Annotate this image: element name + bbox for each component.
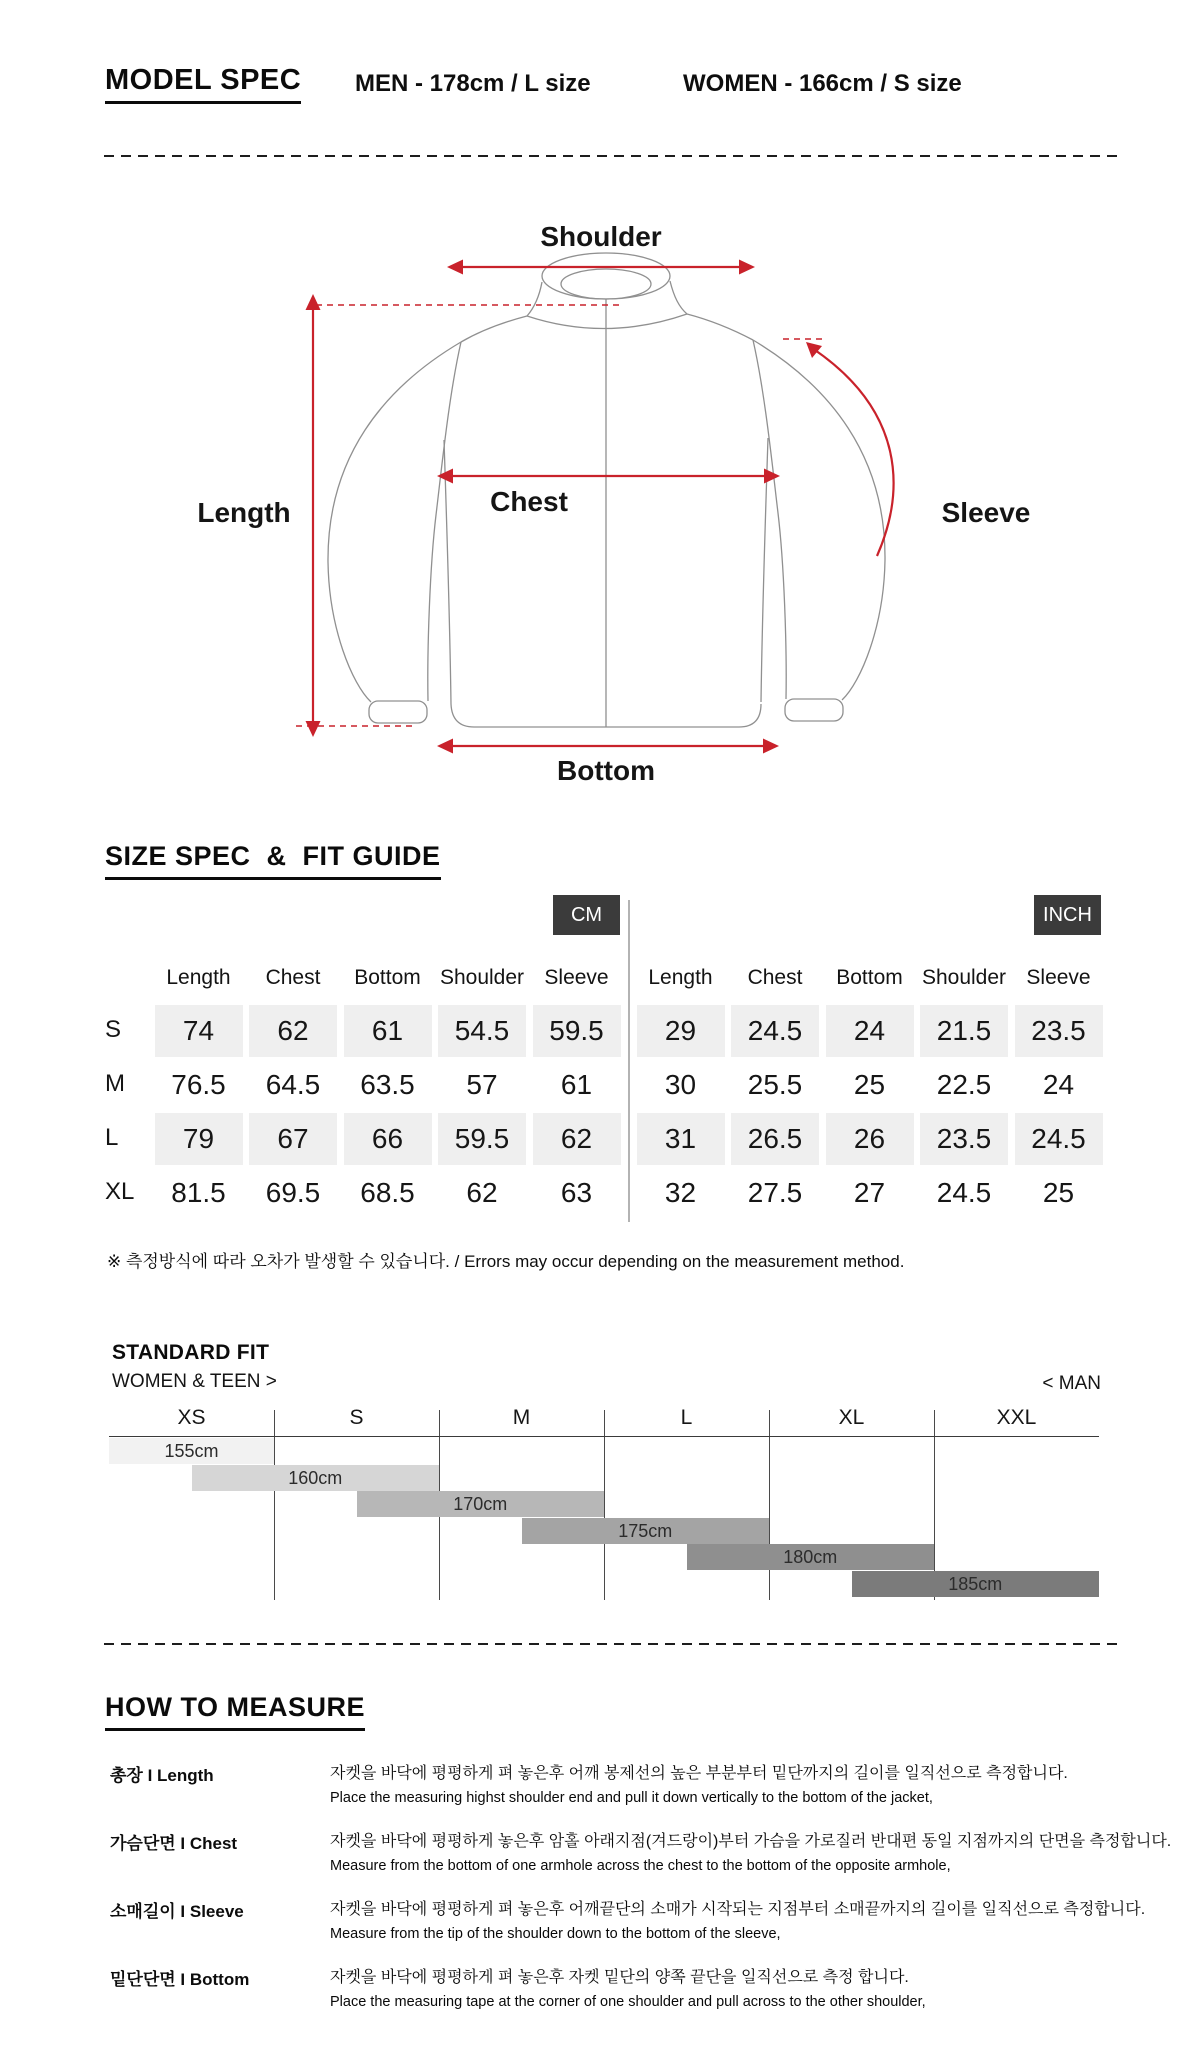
fit-height-bar: 185cm [852,1571,1100,1597]
table-row [105,1057,621,1111]
column-header: Bottom [836,966,903,989]
jacket-outline [328,253,885,727]
table-header-row [105,955,621,1003]
size-value-cell: 23.5 [1015,1005,1103,1057]
size-value-cell: 24 [826,1005,914,1057]
size-spec-title: SIZE SPEC & FIT GUIDE [105,841,441,880]
size-value-cell: 59.5 [533,1005,621,1057]
measure-row-label: 소매길이 I Sleeve [110,1902,244,1921]
size-value-cell: 64.5 [265,1069,321,1100]
size-value-cell: 24.5 [731,1005,819,1057]
size-value-cell: 27.5 [747,1177,803,1208]
how-to-measure-title: HOW TO MEASURE [105,1692,365,1731]
size-value-cell: 68.5 [360,1177,415,1208]
fit-height-bar: 155cm [109,1438,274,1464]
size-value-cell: 26.5 [731,1113,819,1165]
bottom-label: Bottom [557,755,655,786]
fit-size-label: XS [177,1406,206,1429]
table-row [630,1165,1103,1219]
page-title: MODEL SPEC [105,64,301,104]
measure-desc-kr: 자켓을 바닥에 평평하게 놓은후 암홀 아래지점(겨드랑이)부터 가슴을 가로질러 반대편 동일 지점까지의 단면을 측정합니다. [330,1833,1172,1850]
fit-height-bar: 175cm [522,1518,770,1544]
size-value-cell: 57 [466,1069,498,1100]
size-row-label: S [105,1016,122,1043]
fit-size-label: M [512,1406,531,1429]
size-value-cell: 24 [1042,1069,1075,1100]
measure-row-label: 가슴단면 I Chest [110,1834,238,1853]
measure-row-label: 밑단단면 I Bottom [110,1970,250,1989]
dashed-divider-bottom [104,1643,1124,1645]
column-header: Length [648,966,713,989]
size-value-cell: 74 [155,1005,243,1057]
size-value-cell: 31 [637,1113,725,1165]
cm-unit-badge: CM [553,895,620,935]
measure-row-desc [330,1760,1068,1806]
measure-desc-en: Measure from the tip of the shoulder down to the bottom of the sleeve, [330,1926,781,1942]
size-value-cell: 32 [664,1177,697,1208]
jacket-measure-diagram [0,0,1201,840]
column-header: Length [166,966,231,989]
size-value-cell: 79 [155,1113,243,1165]
model-spec-women: WOMEN - 166cm / S size [683,70,962,97]
sleeve-arrow [812,348,894,556]
table-header-row [630,955,1103,1003]
size-value-cell: 62 [533,1113,621,1165]
size-value-cell: 22.5 [936,1069,992,1100]
measure-row-desc [330,1964,926,2010]
column-header: Shoulder [439,966,525,989]
fit-column-divider [274,1410,275,1600]
size-row-label: L [105,1124,119,1151]
fit-size-label: XL [838,1406,865,1429]
measure-desc-en: Place the measuring highst shoulder end and pull it down vertically to the bottom of the jacket, [330,1790,933,1806]
fit-size-label: L [680,1406,693,1429]
size-value-cell: 62 [249,1005,337,1057]
size-value-cell: 24.5 [936,1177,992,1208]
column-header: Chest [747,966,803,989]
size-label-spacer [105,955,148,1003]
measure-row-desc [330,1896,1145,1942]
length-label: Length [197,497,291,528]
measure-desc-kr: 자켓을 바닥에 평평하게 펴 놓은후 어깨 봉제선의 높은 부분부터 밑단까지의 길이를 일직선으로 측정합니다. [330,1765,1068,1782]
size-value-cell: 54.5 [438,1005,526,1057]
fit-size-label: S [349,1406,364,1429]
column-header: Bottom [354,966,421,989]
size-value-cell: 25 [1042,1177,1075,1208]
column-header: Chest [265,966,321,989]
measure-desc-en: Measure from the bottom of one armhole across the chest to the bottom of the opposite armhole, [330,1858,951,1874]
size-value-cell: 76.5 [171,1069,226,1100]
measure-desc-kr: 자켓을 바닥에 평평하게 펴 놓은후 어깨끝단의 소매가 시작되는 지점부터 소매끝까지의 길이를 일직선으로 측정합니다. [330,1901,1146,1918]
measure-desc-en: Place the measuring tape at the corner of one shoulder and pull across to the other shoulder, [330,1994,926,2010]
measure-row-desc [330,1828,1171,1874]
table-row [630,1003,1103,1057]
size-value-cell: 69.5 [265,1177,321,1208]
measure-desc-kr: 자켓을 바닥에 평평하게 펴 놓은후 자켓 밑단의 양쪽 끝단을 일직선으로 측정 합니다. [330,1969,909,1986]
table-row [105,1003,621,1057]
table-separator [628,900,630,1222]
size-value-cell: 59.5 [438,1113,526,1165]
shoulder-label: Shoulder [540,221,662,252]
size-value-cell: 29 [637,1005,725,1057]
size-row-label: M [105,1070,125,1097]
fit-height-bar: 170cm [357,1491,605,1517]
fit-height-bar: 180cm [687,1544,935,1570]
table-row [630,1057,1103,1111]
size-value-cell: 81.5 [171,1177,226,1208]
sleeve-label: Sleeve [941,497,1031,528]
column-header: Shoulder [921,966,1007,989]
size-value-cell: 21.5 [920,1005,1008,1057]
size-value-cell: 23.5 [920,1113,1008,1165]
size-table-inch [630,955,1103,1219]
table-row [630,1111,1103,1165]
size-value-cell: 63 [560,1177,593,1208]
size-value-cell: 30 [664,1069,697,1100]
size-table-cm [105,955,621,1219]
measure-row-label: 총장 I Length [110,1766,214,1785]
inch-unit-badge: INCH [1034,895,1101,935]
measurement-note: ※ 측정방식에 따라 오차가 발생할 수 있습니다. / Errors may occur depending on the measurement method. [107,1252,905,1271]
standard-fit-chart [109,1406,1099,1606]
table-row [105,1165,621,1219]
size-value-cell: 25 [853,1069,886,1100]
column-header: Sleeve [544,966,609,989]
size-row-label: XL [105,1178,135,1205]
model-spec-men: MEN - 178cm / L size [355,70,591,97]
size-value-cell: 27 [853,1177,886,1208]
fit-column-divider [769,1410,770,1600]
chest-label: Chest [490,486,568,517]
fit-column-divider [604,1410,605,1600]
measure-arrows [296,267,894,746]
size-value-cell: 24.5 [1015,1113,1103,1165]
size-value-cell: 25.5 [747,1069,803,1100]
size-value-cell: 26 [826,1113,914,1165]
fit-height-bar: 160cm [192,1465,440,1491]
size-value-cell: 66 [344,1113,432,1165]
fit-axis-line [109,1436,1099,1437]
column-header: Sleeve [1026,966,1091,989]
standard-fit-title: STANDARD FIT [112,1341,270,1364]
size-value-cell: 61 [344,1005,432,1057]
size-value-cell: 63.5 [360,1069,415,1100]
table-row [105,1111,621,1165]
fit-size-label: XXL [996,1406,1037,1429]
size-value-cell: 61 [560,1069,593,1100]
man-label: < MAN [1042,1373,1101,1394]
size-value-cell: 62 [466,1177,498,1208]
size-value-cell: 67 [249,1113,337,1165]
women-teen-label: WOMEN & TEEN > [112,1371,277,1392]
